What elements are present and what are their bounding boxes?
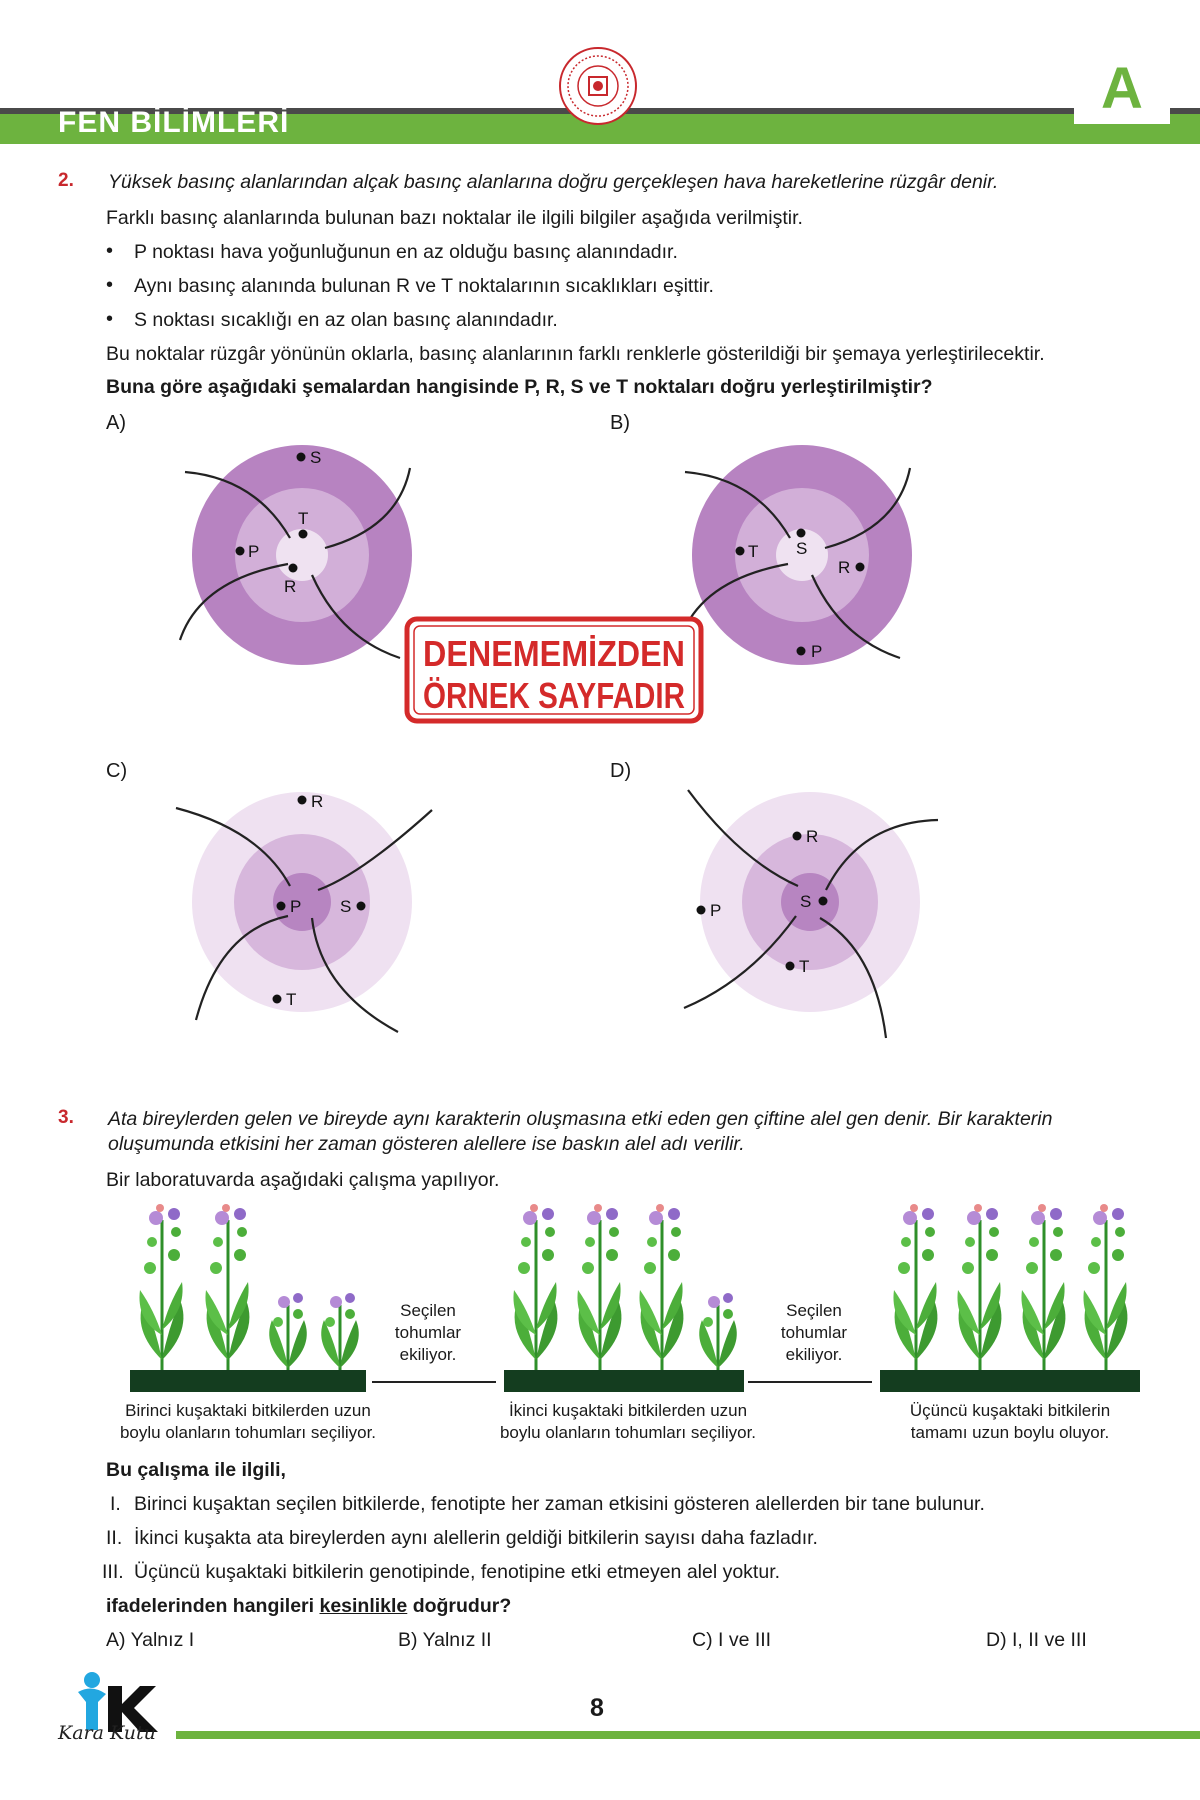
point-t-label: T <box>286 990 297 1009</box>
caption-generation-3: Üçüncü kuşaktaki bitkilerin tamamı uzun boylu oluyor. <box>909 1401 1111 1442</box>
arrow-label-2: Seçilen tohumlar ekiliyor. <box>780 1301 848 1364</box>
caption-generation-1: Birinci kuşaktaki bitkilerden uzun boylu olanların tohumları seçiliyor. <box>119 1401 377 1442</box>
point-p-label: P <box>811 642 823 661</box>
point-s-label: S <box>310 448 322 467</box>
arrow-label-1: Seçilen tohumlar ekiliyor. <box>394 1301 462 1364</box>
statement-1-num: I. <box>110 1493 121 1515</box>
q3-lead: Bu çalışma ile ilgili, <box>106 1459 286 1481</box>
option-d-label[interactable]: D) <box>610 760 632 782</box>
q2-line3: Bu noktalar rüzgâr yönünün oklarla, basınç alanlarının farklı renklerle gösterildiği bir şemaya yerleştirilecektir. <box>106 343 1045 365</box>
point-t-label: T <box>799 957 810 976</box>
stamp-line-2: ÖRNEK SAYFADIR <box>423 675 685 716</box>
statement-2-text: İkinci kuşakta ata bireylerden aynı alellerin geldiği bitkilerin sayısı daha fazladır. <box>134 1527 818 1549</box>
caption-generation-2: İkinci kuşaktaki bitkilerden uzun boylu olanların tohumları seçiliyor. <box>499 1401 757 1442</box>
point-s-label: S <box>796 539 808 558</box>
stamp-line-1: DENEMEMİZDEN <box>423 633 685 674</box>
bullet-dot: • <box>106 308 114 330</box>
booklet-letter: A <box>1101 56 1143 121</box>
statement-3-num: III. <box>102 1561 124 1583</box>
q2-line2: Farklı basınç alanlarında bulunan bazı noktalar ile ilgili bilgiler aşağıda verilmiştir. <box>106 207 803 229</box>
ministry-seal-icon <box>558 46 638 126</box>
answer-a[interactable]: A) Yalnız I <box>106 1629 195 1651</box>
q2-bullet-2: Aynı basınç alanında bulunan R ve T noktalarının sıcaklıkları eşittir. <box>134 275 714 297</box>
q2-intro: Yüksek basınç alanlarından alçak basınç alanlarına doğru gerçekleşen hava hareketlerine rüzgâr denir. <box>108 171 999 193</box>
brand-name: Kara Kutu <box>58 1722 156 1744</box>
q2-bullet-1: P noktası hava yoğunluğunun en az olduğu basınç alanındadır. <box>134 241 678 263</box>
q3-line2: Bir laboratuvarda aşağıdaki çalışma yapılıyor. <box>106 1169 500 1191</box>
footer-green-line <box>176 1731 1200 1739</box>
booklet-badge <box>1070 40 1174 124</box>
point-t-label: T <box>298 509 309 528</box>
q2-bullet-3: S noktası sıcaklığı en az olan basınç alanındadır. <box>134 309 558 331</box>
q3-intro-line1: Ata bireylerden gelen ve bireyde aynı karakterin oluşmasına etki eden gen çiftine alel gen denir. Bir karakterin <box>108 1108 1053 1130</box>
point-t-label: T <box>748 542 759 561</box>
q3-question: ifadelerinden hangileri kesinlikle doğrudur? <box>106 1595 512 1617</box>
answer-b[interactable]: B) Yalnız II <box>398 1629 492 1651</box>
bullet-dot: • <box>106 274 114 296</box>
statement-3-text: Üçüncü kuşaktaki bitkilerin genotipinde, fenotipine etki etmeyen alel yoktur. <box>134 1561 781 1583</box>
bullet-dot: • <box>106 240 114 262</box>
point-r-label: R <box>284 577 297 596</box>
q2-number: 2. <box>58 170 74 191</box>
point-r-label: R <box>806 827 819 846</box>
point-p-label: P <box>290 897 302 916</box>
answer-d[interactable]: D) I, II ve III <box>986 1629 1087 1651</box>
point-r-label: R <box>838 558 851 577</box>
diagram-c[interactable] <box>160 780 450 1040</box>
option-c-label[interactable]: C) <box>106 760 128 782</box>
diagram-d[interactable] <box>660 780 950 1040</box>
q3-intro-line2: oluşumunda etkisini her zaman gösteren alellere ise baskın alel adı verilir. <box>108 1133 745 1155</box>
page-number: 8 <box>590 1694 604 1722</box>
option-b-label[interactable]: B) <box>610 412 630 434</box>
subject-title: FEN BİLİMLERİ <box>58 106 290 139</box>
point-p-label: P <box>710 901 722 920</box>
sample-page-stamp <box>404 616 704 724</box>
answer-c[interactable]: C) I ve III <box>692 1629 772 1651</box>
point-r-label: R <box>311 792 324 811</box>
point-p-label: P <box>248 542 260 561</box>
option-a-label[interactable]: A) <box>106 412 126 434</box>
q3-number: 3. <box>58 1107 74 1128</box>
statement-2-num: II. <box>106 1527 123 1549</box>
point-s-label: S <box>340 897 352 916</box>
q2-question: Buna göre aşağıdaki şemalardan hangisinde P, R, S ve T noktaları doğru yerleştirilmiştir? <box>106 376 933 398</box>
point-s-label: S <box>800 892 812 911</box>
statement-1-text: Birinci kuşaktan seçilen bitkilerde, fenotipte her zaman etkisini gösteren alellerden bir tane bulunur. <box>134 1493 985 1515</box>
